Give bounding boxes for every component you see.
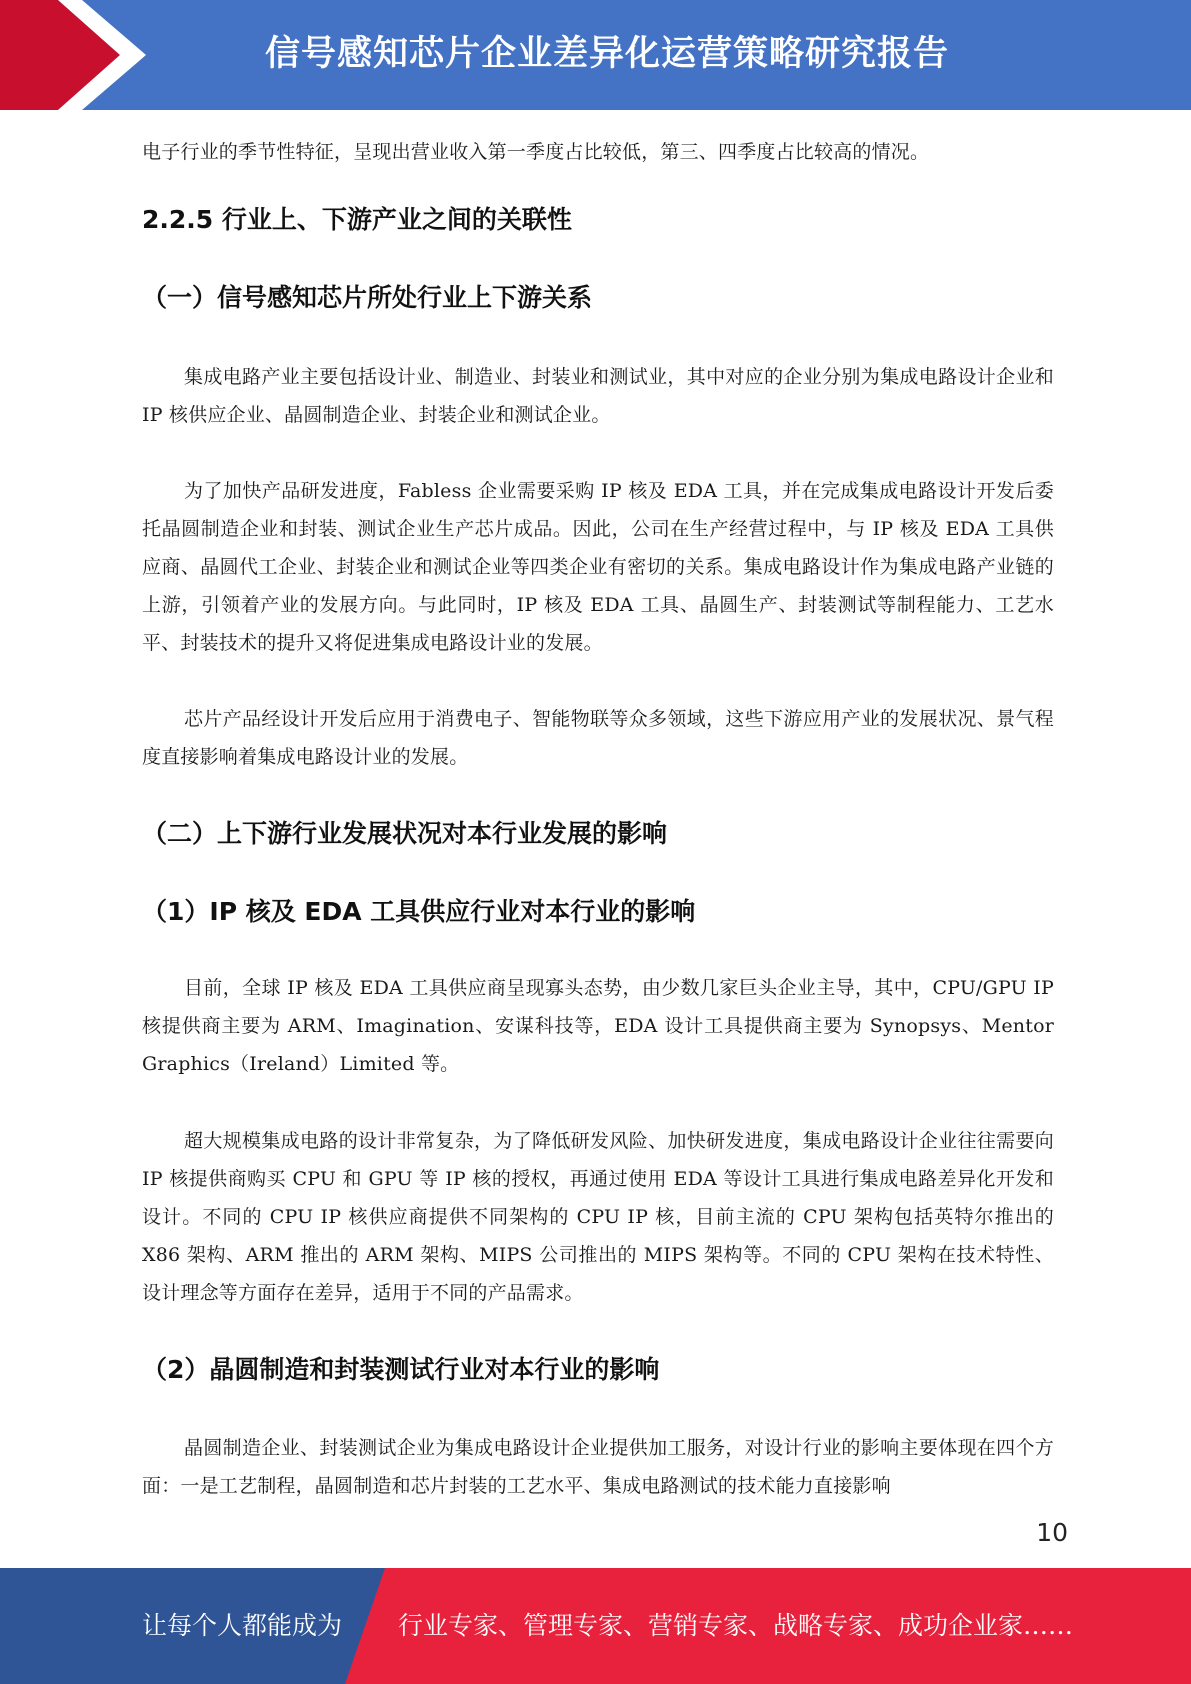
- subsection-heading: （2）晶圆制造和封装测试行业对本行业的影响: [142, 1355, 660, 1384]
- footer-slogan-left: 让每个人都能成为: [142, 1611, 343, 1640]
- paragraph: 超大规模集成电路的设计非常复杂，为了降低研发风险、加快研发进度，集成电路设计企业往往需要向 IP 核提供商购买 CPU 和 GPU 等 IP 核的授权，再通过使用 EDA 等设计工具进行集成电路差异化开发和设计。不同的 CPU IP 核供应商提供不同架构的 CPU IP 核，目前主流的 CPU 架构包括英特尔推出的 X86 架构、ARM 推出的 ARM 架构、MIPS 公司推出的 MIPS 架构等。不同的 CPU 架构在技术特性、设计理念等方面存在差异，适用于不同的产品需求。: [142, 1130, 1054, 1304]
- header-banner: [0, 0, 1191, 110]
- report-title: 信号感知芯片企业差异化运营策略研究报告: [265, 34, 950, 74]
- page-number: 10: [1036, 1518, 1068, 1547]
- paragraph: 晶圆制造企业、封装测试企业为集成电路设计企业提供加工服务，对设计行业的影响主要体现在四个方面：一是工艺制程，晶圆制造和芯片封装的工艺水平、集成电路测试的技术能力直接影响: [142, 1437, 1054, 1497]
- footer-banner: [0, 1568, 1191, 1684]
- subsection-heading: （二）上下游行业发展状况对本行业发展的影响: [142, 819, 668, 848]
- section-heading: 2.2.5 行业上、下游产业之间的关联性: [142, 205, 572, 234]
- footer-slogan-right: 行业专家、管理专家、营销专家、战略专家、成功企业家……: [398, 1611, 1074, 1640]
- paragraph: 集成电路产业主要包括设计业、制造业、封装业和测试业，其中对应的企业分别为集成电路设计企业和 IP 核供应企业、晶圆制造企业、封装企业和测试企业。: [142, 366, 1054, 426]
- paragraph: 芯片产品经设计开发后应用于消费电子、智能物联等众多领域，这些下游应用产业的发展状况、景气程度直接影响着集成电路设计业的发展。: [142, 708, 1054, 768]
- header-arrow-graphic: [0, 0, 150, 110]
- paragraph: 目前，全球 IP 核及 EDA 工具供应商呈现寡头态势，由少数几家巨头企业主导，其中，CPU/GPU IP 核提供商主要为 ARM、Imagination、安谋科技等，EDA 设计工具提供商主要为 Synopsys、Mentor Graphics（Ireland）Limited 等。: [142, 977, 1054, 1075]
- paragraph: 电子行业的季节性特征，呈现出营业收入第一季度占比较低，第三、四季度占比较高的情况。: [142, 141, 930, 163]
- subsection-heading: （一）信号感知芯片所处行业上下游关系: [142, 283, 593, 312]
- subsection-heading: （1）IP 核及 EDA 工具供应行业对本行业的影响: [142, 897, 696, 926]
- paragraph: 为了加快产品研发进度，Fabless 企业需要采购 IP 核及 EDA 工具，并在完成集成电路设计开发后委托晶圆制造企业和封装、测试企业生产芯片成品。因此，公司在生产经营过程中，与 IP 核及 EDA 工具供应商、晶圆代工企业、封装企业和测试企业等四类企业有密切的关系。集成电路设计作为集成电路产业链的上游，引领着产业的发展方向。与此同时，IP 核及 EDA 工具、晶圆生产、封装测试等制程能力、工艺水平、封装技术的提升又将促进集成电路设计业的发展。: [142, 480, 1054, 654]
